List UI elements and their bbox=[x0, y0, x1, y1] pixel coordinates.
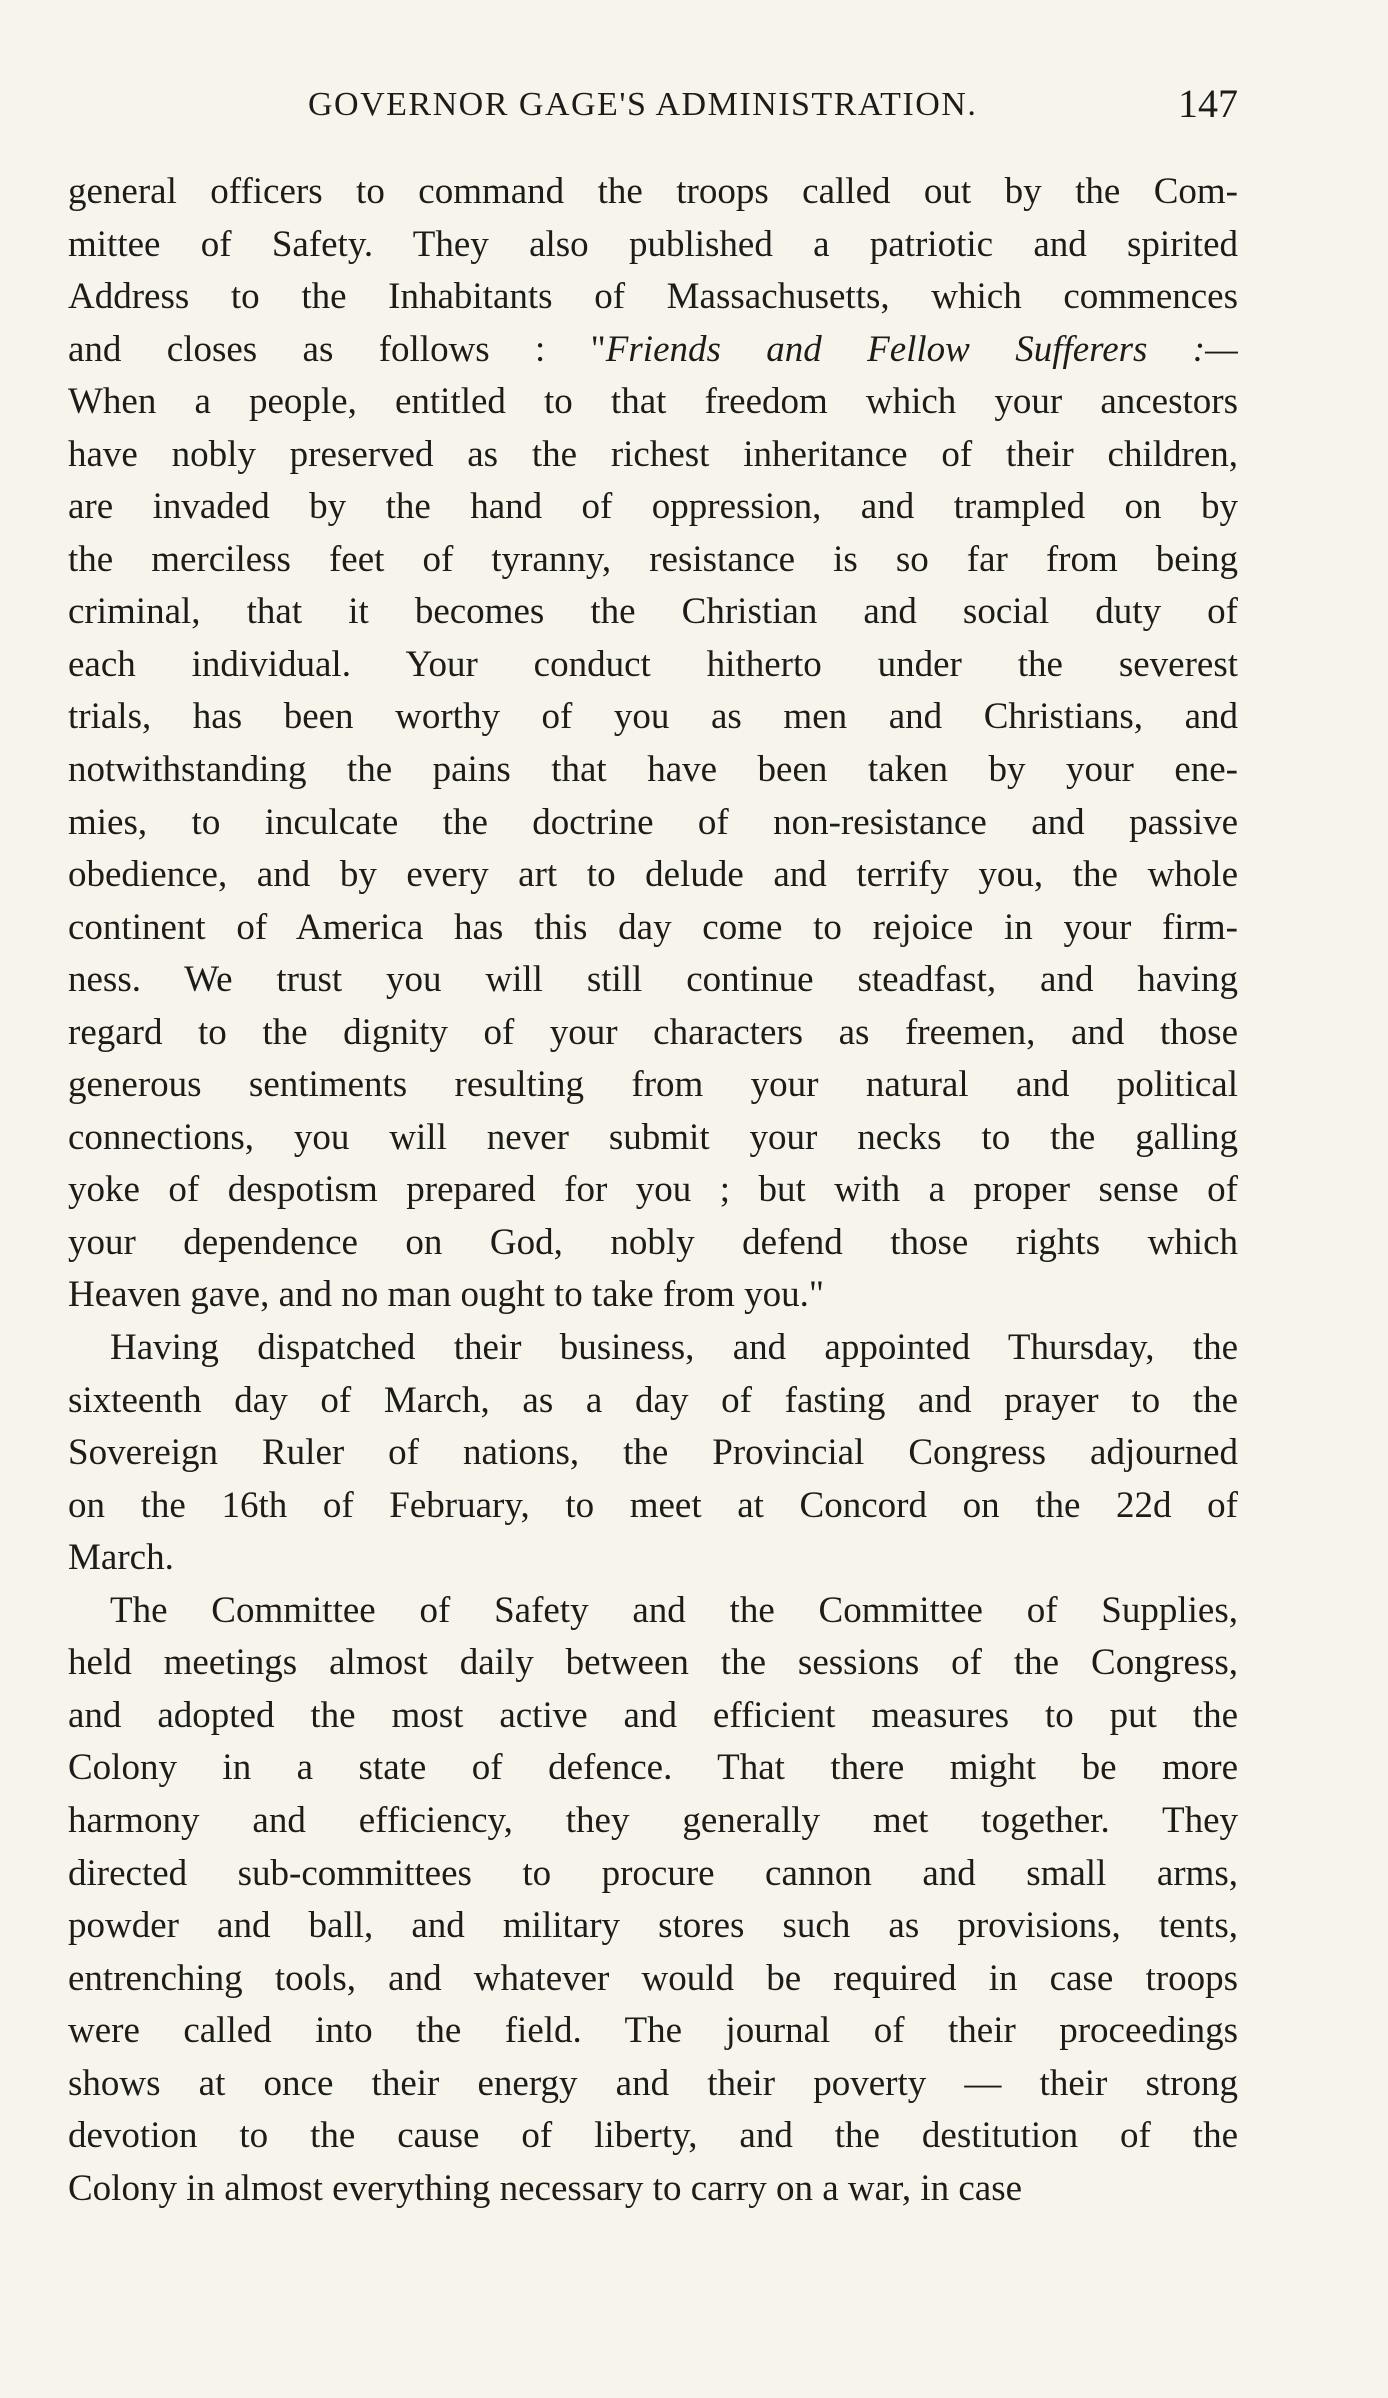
text-line: Address to the Inhabitants of Massachusetts, which commences bbox=[68, 276, 1238, 318]
text-line: mies, to inculcate the doctrine of non-resistance and passive bbox=[68, 801, 1238, 843]
text-line: directed sub-committees to procure cannon and small arms, bbox=[68, 1852, 1238, 1894]
text-line: When a people, entitled to that freedom which your ancestors bbox=[68, 381, 1238, 423]
text-line: entrenching tools, and whatever would be required in case troops bbox=[68, 1957, 1238, 1999]
text-line: obedience, and by every art to delude and terrify you, the whole bbox=[68, 854, 1238, 896]
paragraph bbox=[68, 166, 1238, 1322]
text-line: Sovereign Ruler of nations, the Provincial Congress adjourned bbox=[68, 1432, 1238, 1474]
text-line: ness. We trust you will still continue steadfast, and having bbox=[68, 959, 1238, 1001]
text-line: Colony in a state of defence. That there might be more bbox=[68, 1747, 1238, 1789]
text-line: and closes as follows : "Friends and Fellow Sufferers :— bbox=[68, 328, 1238, 370]
text-line: each individual. Your conduct hitherto under the severest bbox=[68, 643, 1238, 685]
book-page bbox=[68, 0, 1238, 2398]
text-line: are invaded by the hand of oppression, and trampled on by bbox=[68, 486, 1238, 528]
text-line: powder and ball, and military stores such as provisions, tents, bbox=[68, 1905, 1238, 1947]
paragraph bbox=[68, 1322, 1238, 1585]
text-line: harmony and efficiency, they generally met together. They bbox=[68, 1799, 1238, 1841]
text-line: The Committee of Safety and the Committee of Supplies, bbox=[110, 1589, 1238, 1631]
text-line: Heaven gave, and no man ought to take from you." bbox=[68, 1274, 824, 1316]
text-line: Colony in almost everything necessary to carry on a war, in case bbox=[68, 2167, 1023, 2209]
text-line: were called into the field. The journal of their proceedings bbox=[68, 2010, 1238, 2052]
text-line: Having dispatched their business, and appointed Thursday, the bbox=[110, 1327, 1238, 1369]
body-text bbox=[68, 166, 1238, 2215]
text-line: notwithstanding the pains that have been taken by your ene- bbox=[68, 749, 1238, 791]
text-line: continent of America has this day come to rejoice in your firm- bbox=[68, 906, 1238, 948]
text-line: have nobly preserved as the richest inheritance of their children, bbox=[68, 433, 1238, 475]
text-line: connections, you will never submit your necks to the galling bbox=[68, 1116, 1238, 1158]
page-number: 147 bbox=[1178, 81, 1238, 126]
running-title: GOVERNOR GAGE'S ADMINISTRATION. bbox=[308, 86, 978, 123]
text-line: on the 16th of February, to meet at Concord on the 22d of bbox=[68, 1484, 1238, 1526]
text-line: general officers to command the troops called out by the Com- bbox=[68, 171, 1238, 212]
text-line: regard to the dignity of your characters as freemen, and those bbox=[68, 1011, 1238, 1053]
text-line: and adopted the most active and efficient measures to put the bbox=[68, 1694, 1238, 1736]
text-line: sixteenth day of March, as a day of fasting and prayer to the bbox=[68, 1379, 1238, 1421]
text-line: your dependence on God, nobly defend those rights which bbox=[68, 1221, 1238, 1263]
text-line: generous sentiments resulting from your natural and political bbox=[68, 1064, 1238, 1106]
running-head bbox=[68, 80, 1238, 136]
text-line: yoke of despotism prepared for you ; but with a proper sense of bbox=[68, 1169, 1238, 1211]
text-line: held meetings almost daily between the sessions of the Congress, bbox=[68, 1642, 1238, 1684]
text-line: devotion to the cause of liberty, and the destitution of the bbox=[68, 2115, 1238, 2157]
text-line: March. bbox=[68, 1537, 174, 1579]
paragraph bbox=[68, 1585, 1238, 2216]
text-line: the merciless feet of tyranny, resistance is so far from being bbox=[68, 538, 1238, 580]
text-line: shows at once their energy and their poverty — their strong bbox=[68, 2062, 1238, 2104]
text-line: criminal, that it becomes the Christian and social duty of bbox=[68, 591, 1238, 633]
text-line: mittee of Safety. They also published a patriotic and spirited bbox=[68, 223, 1238, 265]
text-line: trials, has been worthy of you as men and Christians, and bbox=[68, 696, 1238, 738]
